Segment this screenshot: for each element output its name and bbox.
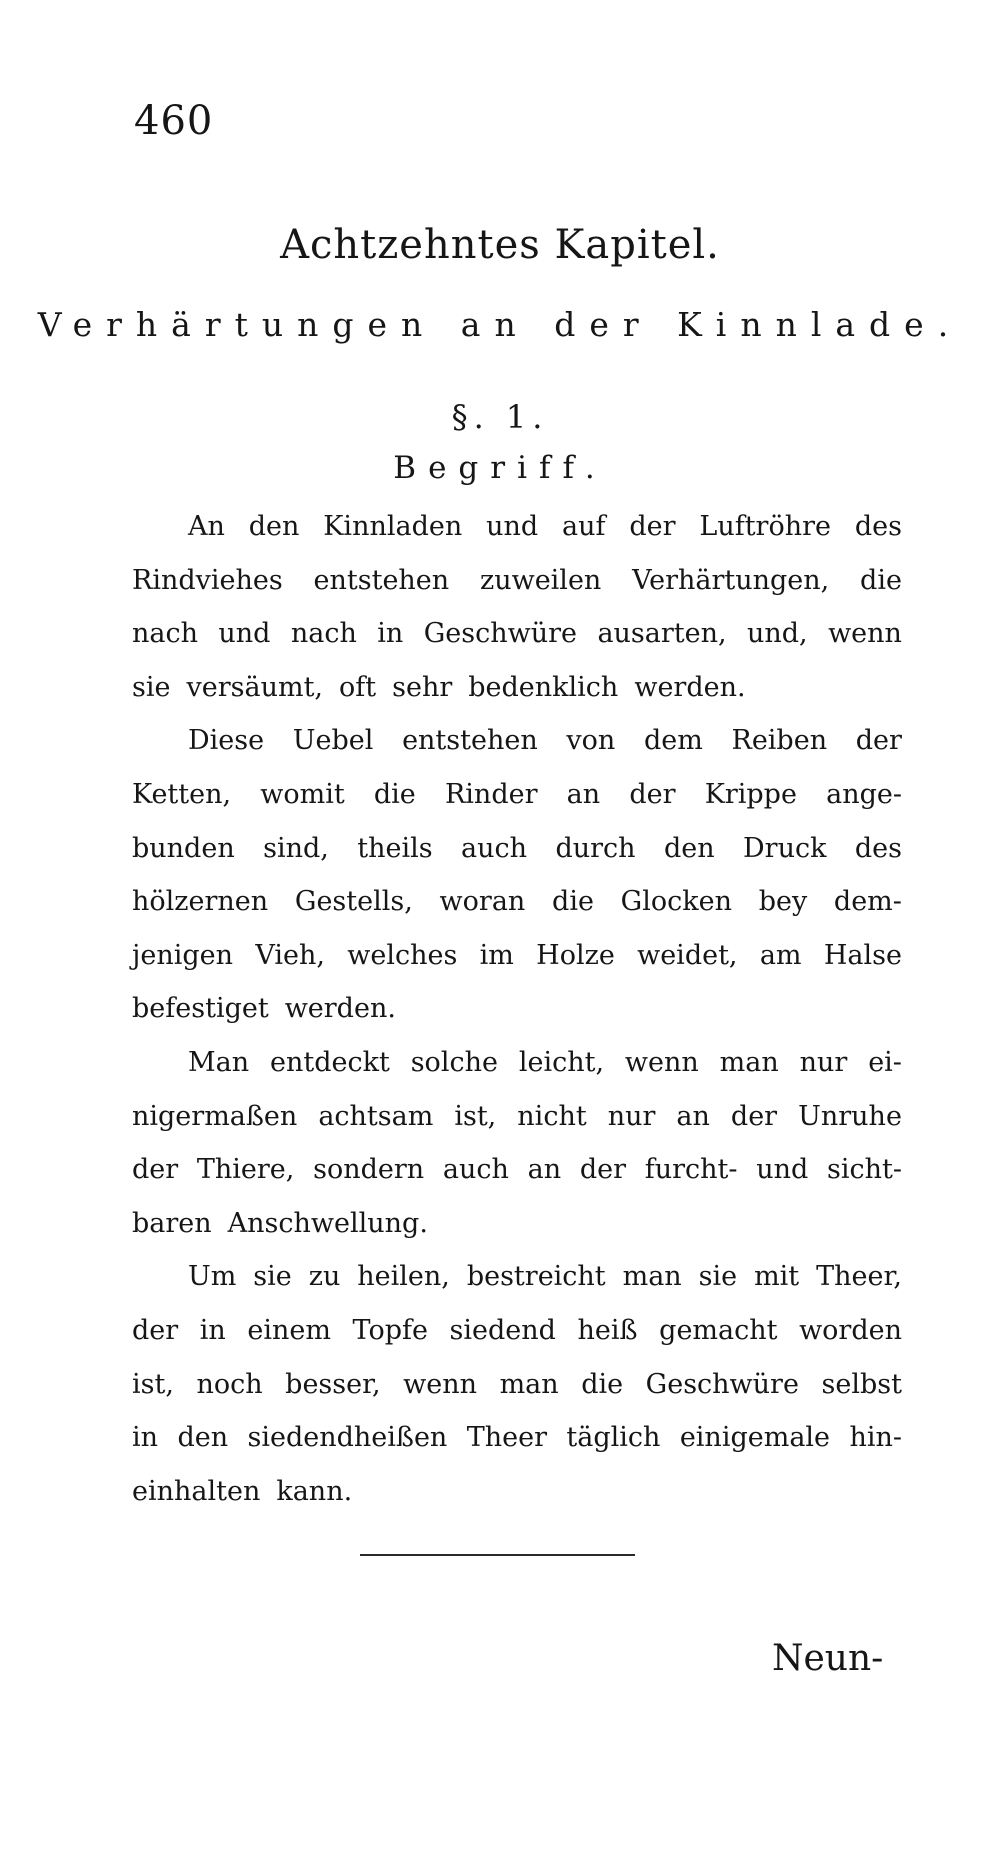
word: sie xyxy=(132,671,171,703)
word: nur xyxy=(607,1100,656,1132)
text-line xyxy=(132,875,902,929)
word: jenigen xyxy=(132,939,234,971)
word: hölzernen xyxy=(132,886,269,918)
word: siedendheißen xyxy=(247,1422,448,1454)
word: woran xyxy=(439,886,526,918)
word: sind, xyxy=(263,832,329,864)
word: sie xyxy=(698,1261,738,1293)
word: dem- xyxy=(833,886,902,918)
word: Anschwellung. xyxy=(227,1207,428,1239)
section-heading: Begriff. xyxy=(393,450,607,486)
word: Thiere, xyxy=(196,1154,295,1186)
word: der xyxy=(855,725,902,757)
word: und xyxy=(486,511,539,542)
word: des xyxy=(854,832,902,864)
word: ange- xyxy=(826,778,902,810)
word: den xyxy=(248,511,300,542)
word: siedend xyxy=(449,1314,556,1346)
text-line xyxy=(132,822,902,876)
word: kann. xyxy=(276,1475,353,1507)
word: dem xyxy=(643,725,703,757)
text-line xyxy=(132,607,902,661)
word: leicht, xyxy=(518,1046,605,1078)
word: Topfe xyxy=(352,1314,428,1346)
closing-rule xyxy=(360,1554,635,1556)
word: Verhärtungen, xyxy=(632,564,830,596)
word: Holze xyxy=(536,939,615,971)
word: entdeckt xyxy=(270,1046,390,1078)
word: versäumt, xyxy=(186,671,324,703)
text-line xyxy=(132,1411,902,1465)
text-line xyxy=(132,554,902,608)
word: sehr xyxy=(392,671,453,703)
word: entstehen xyxy=(313,564,450,596)
word: täglich xyxy=(566,1422,661,1454)
word: wenn xyxy=(828,618,902,650)
word: einigemale xyxy=(679,1422,831,1454)
word: wenn xyxy=(403,1368,478,1400)
word: Krippe xyxy=(704,778,797,810)
word: des xyxy=(854,511,902,542)
word: nach xyxy=(132,618,198,650)
word: die xyxy=(860,564,902,596)
word: furcht- xyxy=(644,1154,738,1186)
word: sicht- xyxy=(826,1154,902,1186)
chapter-subtitle: Verhärtungen an der Kinnlade. xyxy=(37,305,963,344)
word: worden xyxy=(799,1314,902,1346)
text-line xyxy=(132,1143,902,1197)
text-line xyxy=(132,1090,902,1144)
word: Rinder xyxy=(444,778,538,810)
word: man xyxy=(499,1368,559,1400)
word: auch xyxy=(442,1154,509,1186)
word: Druck xyxy=(743,832,827,864)
word: entstehen xyxy=(402,725,538,757)
word: Reiben xyxy=(731,725,828,757)
word: Theer, xyxy=(816,1261,902,1293)
word: Uebel xyxy=(292,725,374,757)
word: und xyxy=(756,1154,809,1186)
word: ausarten, xyxy=(597,618,727,650)
word: Luftröhre xyxy=(699,511,831,542)
word: am xyxy=(759,939,802,971)
word: der xyxy=(629,511,676,542)
word: bestreicht xyxy=(466,1261,606,1293)
word: Um xyxy=(188,1261,237,1293)
section-number: §. 1. xyxy=(451,398,549,436)
word: Glocken xyxy=(620,886,732,918)
catchword: Neun- xyxy=(772,1638,884,1679)
word: der xyxy=(132,1314,179,1346)
word: auch xyxy=(461,832,528,864)
word: heilen, xyxy=(357,1261,450,1293)
word: die xyxy=(373,778,416,810)
word: Rindviehes xyxy=(132,564,283,596)
word: man xyxy=(622,1261,682,1293)
word: der xyxy=(730,1100,778,1132)
word: und xyxy=(218,618,271,650)
text-line xyxy=(132,1304,902,1358)
word: womit xyxy=(260,778,345,810)
word: durch xyxy=(555,832,636,864)
word: an xyxy=(566,778,601,810)
word: im xyxy=(479,939,514,971)
word: befestiget xyxy=(132,993,269,1025)
word: einem xyxy=(247,1314,331,1346)
word: werden. xyxy=(634,671,746,703)
word: selbst xyxy=(821,1368,902,1400)
word: Vieh, xyxy=(255,939,325,971)
word: zuweilen xyxy=(479,564,602,596)
word: baren xyxy=(132,1207,212,1239)
word: noch xyxy=(196,1368,263,1400)
word: bedenklich xyxy=(468,671,619,703)
word: Theer xyxy=(466,1422,547,1454)
chapter-title: Achtzehntes Kapitel. xyxy=(280,222,720,268)
word: der xyxy=(629,778,676,810)
word: nur xyxy=(799,1046,848,1078)
text-line xyxy=(132,982,902,1036)
word: sie xyxy=(253,1261,292,1293)
word: wenn xyxy=(624,1046,699,1078)
word: Geschwüre xyxy=(645,1368,799,1400)
word: hin- xyxy=(849,1422,902,1454)
word: werden. xyxy=(284,993,396,1025)
text-line xyxy=(132,929,902,983)
word: heiß xyxy=(577,1314,638,1346)
word: bey xyxy=(758,886,808,918)
word: weidet, xyxy=(637,939,738,971)
word: in xyxy=(199,1314,226,1346)
word: nach xyxy=(290,618,357,650)
word: ei- xyxy=(868,1046,902,1078)
word: an xyxy=(676,1100,710,1132)
word: sondern xyxy=(313,1154,425,1186)
text-line xyxy=(132,1465,902,1519)
word: mit xyxy=(754,1261,800,1293)
word: Ketten, xyxy=(132,778,232,810)
word: Man xyxy=(188,1046,250,1078)
word: gemacht xyxy=(659,1314,778,1346)
page-number: 460 xyxy=(134,98,214,144)
text-line xyxy=(132,1036,902,1090)
word: ist, xyxy=(132,1368,174,1400)
word: man xyxy=(719,1046,779,1078)
text-line xyxy=(132,661,902,715)
word: nicht xyxy=(517,1100,587,1132)
word: besser, xyxy=(285,1368,381,1400)
text-line xyxy=(132,714,902,768)
word: nigermaßen xyxy=(132,1100,298,1132)
text-line xyxy=(132,1250,902,1304)
word: solche xyxy=(410,1046,498,1078)
word: zu xyxy=(308,1261,341,1293)
word: oft xyxy=(339,671,377,703)
word: in xyxy=(132,1422,159,1454)
word: Halse xyxy=(823,939,902,971)
word: der xyxy=(132,1154,179,1186)
word: den xyxy=(663,832,715,864)
word: einhalten xyxy=(132,1475,261,1507)
word: welches xyxy=(347,939,458,971)
text-line xyxy=(132,768,902,822)
text-line xyxy=(132,1197,902,1251)
word: den xyxy=(177,1422,229,1454)
word: von xyxy=(566,725,616,757)
word: ist, xyxy=(454,1100,497,1132)
text-line xyxy=(132,1358,902,1412)
word: achtsam xyxy=(318,1100,434,1132)
body-text xyxy=(132,500,902,1518)
text-line xyxy=(132,500,902,554)
word: Diese xyxy=(188,725,265,757)
word: an xyxy=(527,1154,562,1186)
word: in xyxy=(377,618,404,650)
word: bunden xyxy=(132,832,235,864)
word: die xyxy=(552,886,594,918)
word: Unruhe xyxy=(798,1100,902,1132)
word: theils xyxy=(357,832,433,864)
word: Gestells, xyxy=(294,886,413,918)
word: die xyxy=(581,1368,624,1400)
word: auf xyxy=(562,511,606,542)
word: Kinnladen xyxy=(323,511,463,542)
word: und, xyxy=(747,618,808,650)
word: An xyxy=(188,511,225,542)
word: der xyxy=(579,1154,626,1186)
word: Geschwüre xyxy=(423,618,578,650)
